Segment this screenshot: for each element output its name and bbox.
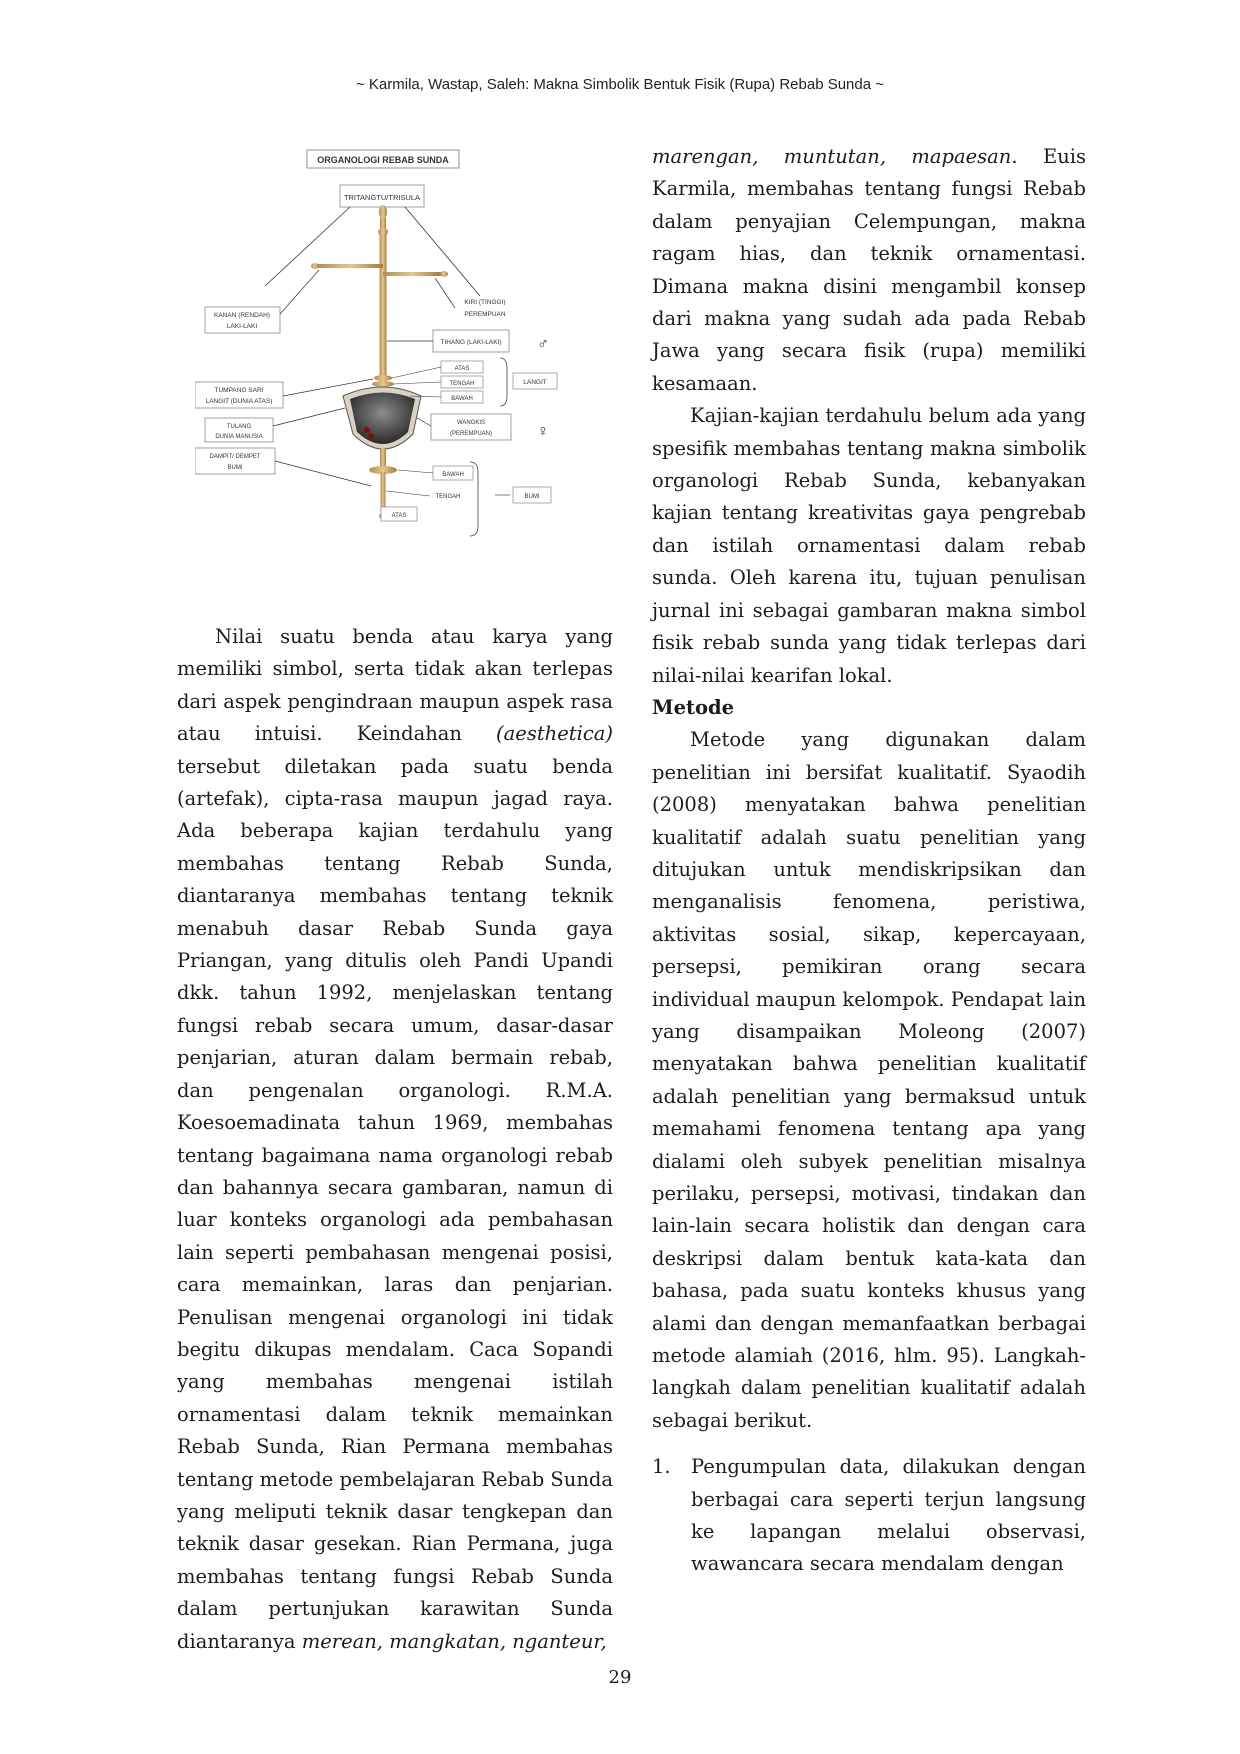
right-paragraph-3: Metode yang digunakan dalam penelitian ini bersifat kualitatif. Syaodih (2008) menyatakan bahwa penelitian kualitatif adalah suatu penelitian yang ditujukan untuk mendiskripsikan dan menganalisis fenomena, peristiwa, aktivitas sosial, sikap, kepercayaan, persepsi, pemikiran orang secara individual maupun kelompok. Pendapat lain yang disampaikan Moleong (2007) menyatakan bahwa penelitian kualitatif adalah penelitian yang bermaksud untuk memahami fenomena tentang apa yang dialami oleh subyek penelitian misalnya perilaku, persepsi, motivasi, tindakan dan lain-lain secara holistik dan dengan cara deskripsi dalam bentuk kata-kata dan bahasa, pada suatu konteks khusus yang alami dan dengan memanfaatkan berbagai metode alamiah (2016, hlm. 95). Langkah-langkah dalam penelitian kualitatif adalah sebagai berikut. [652,728,1086,1432]
label-kanan-1: KANAN (RENDAH) [214,312,270,319]
label-wangkis-2: (PEREMPUAN) [449,431,493,437]
label-tengah-bottom: TENGAH [435,494,461,500]
label-atas-top: ATAS [454,366,470,372]
list-item-text: Pengumpulan data, dilakukan dengan berbagai cara seperti terjun langsung ke lapangan melalui observasi, wawancara secara mendalam dengan [691,1455,1086,1576]
list-item-number: 1. [652,1455,671,1479]
label-bawah-top: BAWAH [451,396,473,402]
text-run: Nilai suatu benda atau karya yang memiliki simbol, serta tidak akan terlepas dari aspek pengindraan maupun aspek rasa atau intuisi. Keindahan [177,625,613,746]
section-heading-metode: Metode [652,695,735,719]
right-column [652,141,1086,1581]
left-column [177,621,613,1658]
rebab-instrument [311,205,448,519]
italic-text-run: (aesthetica) [496,722,613,746]
label-kanan-2: LAKI-LAKI [226,323,258,330]
label-trisula: TRITANGTU/TRISULA [343,193,421,202]
label-tumpang-sari-1: TUMPANG SARI [214,387,264,394]
label-kiri-2: PEREMPUAN [464,311,506,318]
page-number: 29 [608,1667,632,1688]
left-paragraph-1 [177,621,613,1658]
method-steps-list [652,1451,1086,1581]
text-run: tersebut diletakan pada suatu benda (artefak), cipta-rasa maupun jagad raya. Ada beberapa kajian terdahulu yang membahas tentang Rebab Sunda, diantaranya membahas tentang teknik menabuh dasar Rebab Sunda gaya Priangan, yang ditulis oleh Pandi Upandi dkk. tahun 1992, menjelaskan tentang fungsi rebab secara umum, dasar-dasar penjarian, aturan dalam bermain rebab, dan pengenalan organologi. R.M.A. Koesoemadinata tahun 1969, membahas tentang bagaimana nama organologi rebab dan bahannya secara gambaran, namun di luar konteks organologi ada pembahasan lain seperti pembahasan mengenai posisi, cara memainkan, laras dan penjarian. Penulisan mengenai organologi ini tidak begitu dikupas mendalam. Caca Sopandi yang membahas mengenai istilah ornamentasi dalam teknik memainkan Rebab Sunda, Rian Permana membahas tentang metode pembelajaran Rebab Sunda yang meliputi teknik dasar tengkepan dan teknik dasar gesekan. Rian Permana, juga membahas tentang fungsi Rebab Sunda dalam pertunjukan karawitan Sunda diantaranya [177,754,613,1653]
label-dampit-2: BUMI [227,465,243,471]
figure-title: ORGANOLOGI REBAB SUNDA [317,155,449,165]
text-run: . Euis Karmila, membahas tentang fungsi Rebab dalam penyajian Celempungan, makna ragam hias, dan teknik ornamentasi. Dimana makna disini mengambil konsep dari makna yang sudah ada pada Rebab Jawa yang secara fisik (rupa) memiliki kesamaan. [652,145,1087,395]
label-langit: LANGIT [523,379,547,386]
label-tulang-2: DUNIA MANUSIA [215,434,263,440]
rebab-organology-figure [195,146,605,586]
right-paragraph-1 [652,141,1086,400]
label-wangkis-1: WANGKIS [456,420,486,426]
running-head: ~ Karmila, Wastap, Saleh: Makna Simbolik Bentuk Fisik (Rupa) Rebab Sunda ~ [355,76,885,93]
label-tulang-1: TULANG [226,424,252,430]
label-tumpang-sari-2: LANGIT (DUNIA ATAS) [205,398,273,405]
label-atas-bottom: ATAS [391,513,407,519]
right-paragraph-2: Kajian-kajian terdahulu belum ada yang spesifik membahas tentang makna simbolik organologi Rebab Sunda, kebanyakan kajian tentang kreativitas gaya pengrebab dan istilah ornamentasi dalam rebab sunda. Oleh karena itu, tujuan penulisan jurnal ini sebagai gambaran makna simbol fisik rebab sunda yang tidak terlepas dari nilai-nilai kearifan lokal. [652,404,1086,687]
label-tengah-top: TENGAH [449,381,475,387]
female-symbol: ♀ [537,423,549,440]
label-kiri-1: KIRI (TINGGI) [464,299,506,306]
list-item [652,1451,1086,1581]
label-dampit-1: DAMPIT/ DEMPET [209,454,261,460]
male-symbol: ♂ [537,336,549,353]
label-tihang: TIHANG (LAKI-LAKI) [440,339,502,346]
label-bawah-bottom: BAWAH [442,472,464,478]
label-bumi: BUMI [524,494,540,500]
italic-text-run: merean, mangkatan, nganteur, [301,1629,607,1653]
italic-text-run: marengan, muntutan, mapaesan [652,145,1012,168]
